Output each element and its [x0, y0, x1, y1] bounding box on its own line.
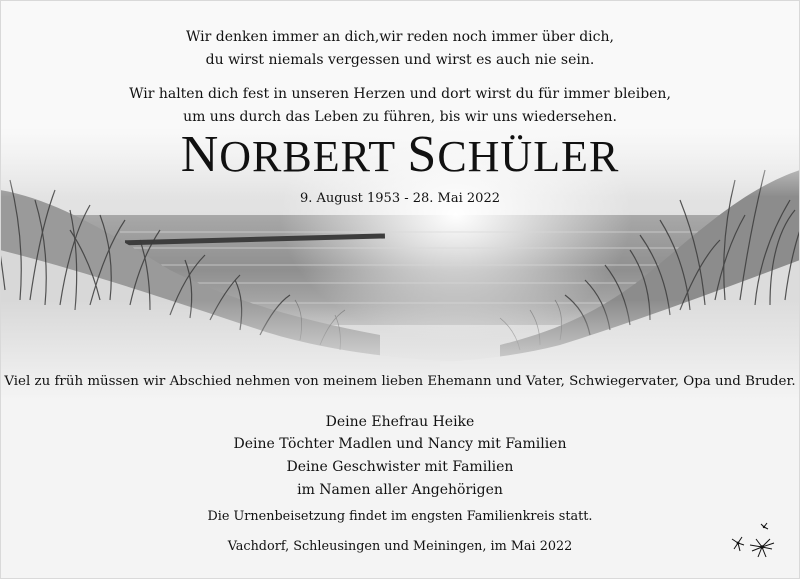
dandelion-seeds-icon — [726, 521, 782, 561]
poem-line-4: um uns durch das Leben zu führen, bis wir uns wiedersehen. — [183, 109, 617, 125]
funeral-note: Die Urnenbeisetzung findet im engsten Familienkreis statt. — [207, 509, 593, 524]
place-date: Vachdorf, Schleusingen und Meiningen, im Mai 2022 — [227, 539, 573, 554]
first-name-rest: ORBERT — [219, 132, 396, 181]
mourner-line-3: Deine Geschwister mit Familien — [286, 459, 514, 475]
poem-line-1: Wir denken immer an dich,wir reden noch immer über dich, — [186, 29, 614, 45]
poem-line-2: du wirst niemals vergessen und wirst es auch nie sein. — [205, 52, 595, 68]
poem-line-3: Wir halten dich fest in unseren Herzen und dort wirst du für immer bleiben, — [129, 86, 671, 102]
mourner-line-1: Deine Ehefrau Heike — [325, 414, 475, 430]
first-name-initial: N — [180, 126, 220, 183]
life-dates: 9. August 1953 - 28. Mai 2022 — [299, 191, 500, 206]
mourner-line-2: Deine Töchter Madlen und Nancy mit Familien — [233, 436, 567, 452]
last-name-initial: S — [407, 126, 438, 183]
last-name-rest: CHÜLER — [437, 132, 620, 181]
deceased-name — [0, 128, 800, 184]
farewell-message: Viel zu früh müssen wir Abschied nehmen von meinem lieben Ehemann und Vater, Schwiegervater, Opa und Bruder. — [4, 374, 796, 389]
mourner-line-4: im Namen aller Angehörigen — [297, 482, 503, 498]
